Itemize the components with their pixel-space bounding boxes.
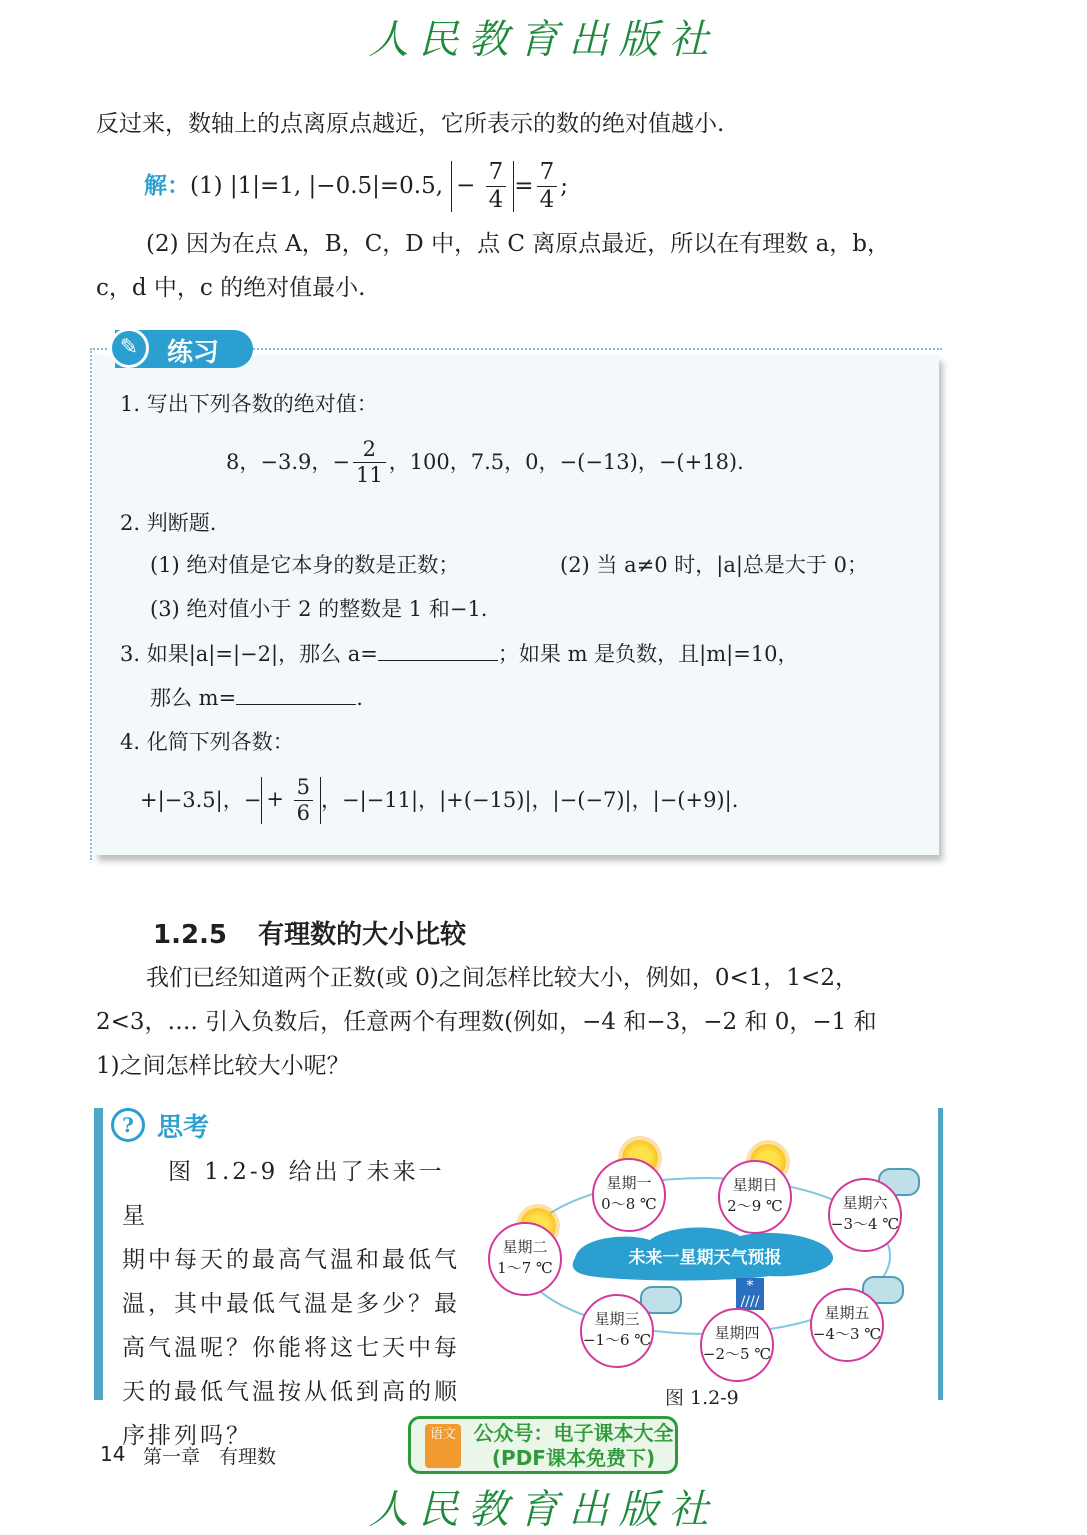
day-temp: −2～5 ℃ <box>702 1345 772 1363</box>
exercise-q4: 4. 化简下列各数： <box>120 730 294 754</box>
think-title: 思考 <box>157 1113 210 1143</box>
q3-part-d: . <box>356 686 363 710</box>
equals-sign: = <box>514 173 534 199</box>
snow-icon: * //// <box>736 1278 764 1310</box>
fraction-numerator: 2 <box>353 439 386 463</box>
exercise-q4-expr <box>140 770 738 830</box>
q3-part-b: ；如果 m 是负数，且|m|=10， <box>497 642 799 666</box>
badge-line2: (PDF课本免费下) <box>491 1446 656 1470</box>
fraction-denominator: 4 <box>539 186 555 213</box>
abs-neg-sign: − <box>456 172 476 198</box>
fraction-7-4-result <box>537 158 558 213</box>
day-name: 星期一 <box>606 1174 652 1192</box>
think-line: 序排列吗？ <box>122 1423 252 1449</box>
day-temp: −1～6 ℃ <box>582 1331 652 1349</box>
abs-value-bars <box>451 158 514 213</box>
q4-expr-b: ，−|−11|，|+(−15)|，|−(−7)|，|−(+9)|. <box>321 788 739 812</box>
solution-part2-line2: c，d 中，c 的绝对值最小. <box>96 275 366 301</box>
semicolon: ; <box>560 173 568 199</box>
promo-badge[interactable] <box>408 1416 678 1474</box>
exercise-q2-2: (2) 当 a≠0 时，|a|总是大于 0； <box>560 553 868 577</box>
day-temp: 1～7 ℃ <box>497 1259 553 1277</box>
q3-part-a: 3. 如果|a|=|−2|，那么 a= <box>120 642 378 666</box>
day-temp: −4～3 ℃ <box>812 1325 882 1343</box>
forecast-banner: 未来一星期天气预报 <box>628 1248 782 1268</box>
day-saturday <box>828 1178 902 1252</box>
day-temp: 0～8 ℃ <box>601 1195 657 1213</box>
think-line: 期中每天的最高气温和最低气 <box>122 1247 460 1273</box>
solution-part1 <box>144 158 1004 214</box>
section-title: 有理数的大小比较 <box>258 920 467 950</box>
exercise-q3-line1 <box>120 638 930 669</box>
section-heading <box>153 914 466 951</box>
solution-label: 解： <box>144 173 190 199</box>
fraction-numerator: 7 <box>486 161 507 187</box>
body-line3: 1)之间怎样比较大小呢？ <box>96 1053 350 1079</box>
publisher-logo: 人民教育出版社 <box>368 17 719 63</box>
exercise-q2-3: (3) 绝对值小于 2 的整数是 1 和−1. <box>150 597 488 621</box>
body-line1: 我们已经知道两个正数(或 0)之间怎样比较大小，例如，0<1，1<2， <box>146 965 858 991</box>
fraction-numerator: 5 <box>294 777 313 801</box>
lightbulb-icon: ? <box>111 1108 145 1142</box>
fraction-numerator: 7 <box>537 161 558 187</box>
exercise-q1: 1. 写出下列各数的绝对值： <box>120 392 378 416</box>
solution-part2-line1: (2) 因为在点 A，B，C，D 中，点 C 离原点最近，所以在有理数 a，b， <box>146 231 891 257</box>
fraction-denominator: 4 <box>488 186 504 213</box>
day-name: 星期三 <box>594 1310 640 1328</box>
pencil-icon: ✎ <box>109 328 149 368</box>
think-line: 天的最低气温按从低到高的顺 <box>122 1379 460 1405</box>
day-name: 星期六 <box>842 1194 888 1212</box>
day-monday <box>592 1158 666 1232</box>
fraction-2-11 <box>353 436 386 487</box>
book-icon: 语文 <box>425 1424 461 1468</box>
day-name: 星期二 <box>502 1238 548 1256</box>
think-line: 图 1.2-9 给出了未来一星 <box>122 1159 445 1229</box>
exercise-q3-line2 <box>150 682 363 713</box>
q3-part-c: 那么 m= <box>150 686 237 710</box>
day-wednesday <box>580 1294 654 1368</box>
exercise-q1-numbers <box>226 432 744 492</box>
answer-blank-m[interactable] <box>236 682 356 705</box>
think-bar-left <box>94 1108 103 1400</box>
day-tuesday <box>488 1222 562 1296</box>
day-friday <box>810 1288 884 1362</box>
fraction-7-4 <box>486 158 507 213</box>
day-sunday <box>718 1160 792 1234</box>
day-thursday <box>700 1308 774 1382</box>
day-name: 星期四 <box>714 1324 760 1342</box>
day-name: 星期五 <box>824 1304 870 1322</box>
fraction-5-6 <box>294 774 313 825</box>
exercise-title: 练习 <box>167 338 220 368</box>
fraction-denominator: 11 <box>355 462 383 487</box>
abs-plus-sign: + <box>266 786 284 811</box>
think-bar-right <box>938 1108 943 1400</box>
intro-paragraph: 反过来，数轴上的点离原点越近，它所表示的数的绝对值越小. <box>96 111 725 137</box>
badge-text <box>471 1421 676 1471</box>
abs-value-bars <box>261 774 321 825</box>
think-line: 高气温呢？你能将这七天中每 <box>122 1335 460 1361</box>
solution-part1-text: (1) |1|=1, |−0.5|=0.5, <box>190 173 444 199</box>
q4-expr-a: +|−3.5|，− <box>140 788 262 812</box>
section-number: 1.2.5 <box>153 920 228 950</box>
day-temp: 2～9 ℃ <box>727 1197 783 1215</box>
publisher-logo-bottom: 人民教育出版社 <box>368 1487 719 1533</box>
fraction-denominator: 6 <box>296 800 311 825</box>
day-name: 星期日 <box>732 1176 778 1194</box>
think-line: 温，其中最低气温是多少？最 <box>122 1291 460 1317</box>
badge-line1: 公众号：电子课本大全 <box>473 1421 674 1445</box>
page-number: 14 <box>100 1442 126 1466</box>
figure-caption: 图 1.2-9 <box>665 1387 739 1409</box>
exercise-q2: 2. 判断题. <box>120 511 217 535</box>
weather-figure <box>480 1128 930 1378</box>
day-temp: −3～4 ℃ <box>830 1215 900 1233</box>
q1-numbers-b: ，100，7.5，0，−(−13)，−(+18). <box>388 450 744 474</box>
body-line2: 2<3，…. 引入负数后，任意两个有理数(例如，−4 和−3，−2 和 0，−1 和 <box>96 1009 877 1035</box>
chapter-label: 第一章 有理数 <box>143 1446 277 1468</box>
exercise-q2-1: (1) 绝对值是它本身的数是正数； <box>150 553 460 577</box>
think-text <box>122 1150 467 1458</box>
exercise-tag <box>115 330 253 368</box>
answer-blank-a[interactable] <box>378 638 498 661</box>
q1-numbers-a: 8，−3.9，− <box>226 450 350 474</box>
